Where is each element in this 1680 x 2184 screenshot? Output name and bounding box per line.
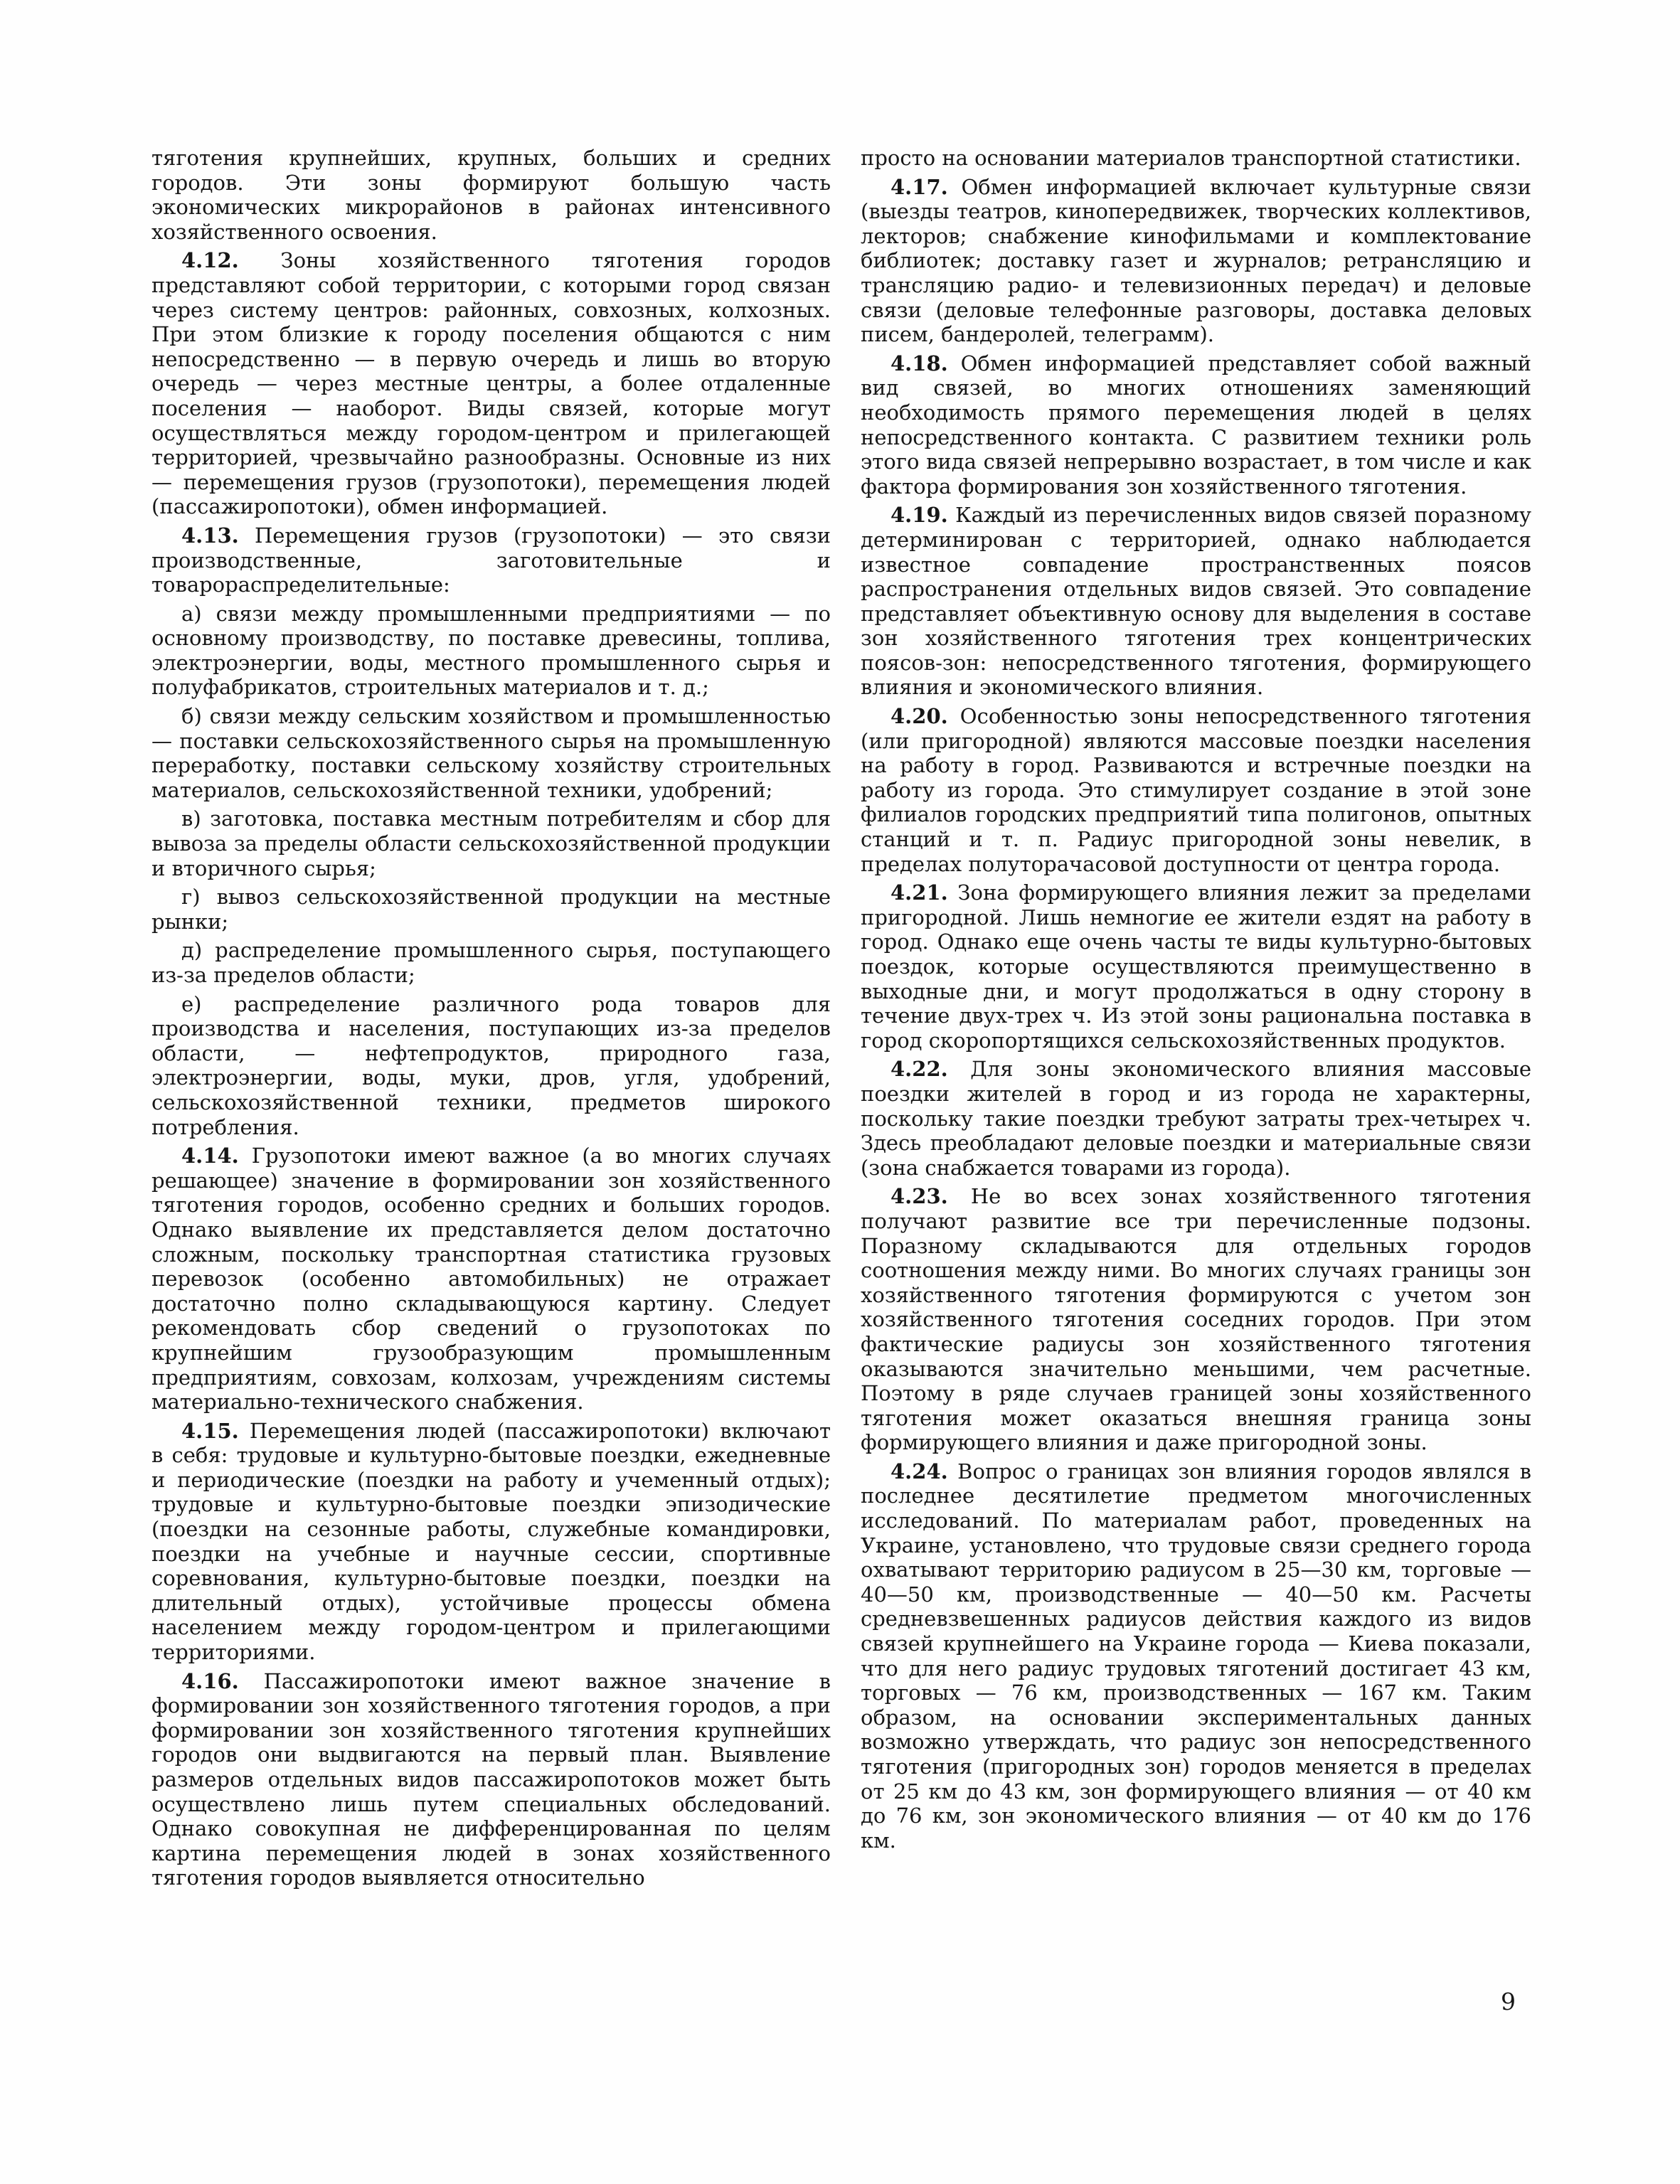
section-number: 4.14. <box>181 1144 239 1168</box>
paragraph-text: Каждый из перечисленных видов связей поразному детерминирован с территорией, однако наблюдается известное совпадение пространственных поясов распространения отдельных видов связей. Это совпадение представляет объективную основу для выделения в составе зон хозяйственного тяготения трех концентрических поясов-зон: непосредственного тяготения, формирующего влияния и экономического влияния. <box>861 503 1531 700</box>
left-paragraph <box>151 806 831 880</box>
left-paragraph <box>151 248 831 519</box>
right-paragraph <box>861 146 1531 171</box>
section-number: 4.24. <box>890 1459 948 1483</box>
paragraph-text: Вопрос о границах зон влияния городов являлся в последнее десятилетие предметом многочисленных исследований. По материалам работ, проведенных на Украине, установлено, что трудовые связи среднего города охватывают территорию радиусом в 25—30 км, торговые — 40—50 км, производственные — 40—50 км. Расчеты средневзвешенных радиусов действия каждого из видов связей крупнейшего на Украине города — Киева показали, что для него радиус трудовых тяготений достигает 43 км, торговых — 76 км, производственных — 167 км. Таким образом, на основании экспериментальных данных возможно утверждать, что радиус зон непосредственного тяготения (пригородных зон) городов меняется в пределах от 25 км до 43 км, зон формирующего влияния — от 40 км до 76 км, зон экономического влияния — от 40 км до 176 км. <box>861 1459 1531 1853</box>
paragraph-text: Зона формирующего влияния лежит за пределами пригородной. Лишь немногие ее жители ездят на работу в город. Однако еще очень часты те виды культурно-бытовых поездок, которые осуществляются преимущественно в выходные дни, и могут продолжаться в одну сторону в течение двух-трех ч. Из этой зоны рациональна поставка в город скоропортящихся сельскохозяйственных продуктов. <box>861 880 1531 1053</box>
paragraph-text: Зоны хозяйственного тяготения городов представляют собой территории, с которыми город связан через систему центров: районных, совхозных, колхозных. При этом близкие к городу поселения общаются с ним непосредственно — в первую очередь и лишь во вторую очередь — через местные центры, а более отдаленные поселения — наоборот. Виды связей, которые могут осуществляться между городом-центром и прилегающей территорией, чрезвычайно разнообразны. Основные из них — перемещения грузов (грузопотоки), перемещения людей (пассажиропотоки), обмен информацией. <box>151 248 831 519</box>
paragraph-text: Перемещения людей (пассажиропотоки) включают в себя: трудовые и культурно-бытовые поездки, ежедневные и периодические (поездки на работу и учеменный отдых); трудовые и культурно-бытовые поездки эпизодические (поездки на сезонные работы, служебные командировки, поездки на учебные и научные сессии, спортивные соревнования, культурно-бытовые поездки, поездки на длительный отдых), устойчивые процессы обмена населением между городом-центром и прилегающими территориями. <box>151 1418 831 1665</box>
left-paragraph <box>151 704 831 802</box>
left-paragraph <box>151 602 831 700</box>
left-paragraph <box>151 146 831 244</box>
section-number: 4.23. <box>890 1184 948 1209</box>
left-paragraph <box>151 1144 831 1415</box>
paragraph-text: просто на основании материалов транспортной статистики. <box>861 146 1521 170</box>
paragraph-text: г) вывоз сельскохозяйственной продукции на местные рынки; <box>151 885 831 934</box>
paragraph-text: Обмен информацией представляет собой важный вид связей, во многих отношениях заменяющий необходимость прямого перемещения людей в целях непосредственного контакта. С развитием техники роль этого вида связей непрерывно возрастает, в том числе и как фактора формирования зон хозяйственного тяготения. <box>861 351 1531 499</box>
right-paragraph <box>861 1057 1531 1180</box>
section-number: 4.18. <box>890 351 948 375</box>
paragraph-text: Грузопотоки имеют важное (а во многих случаях решающее) значение в формировании зон хозяйственного тяготения городов, особенно средних и больших городов. Однако выявление их представляется делом достаточно сложным, поскольку транспортная статистика грузовых перевозок (особенно автомобильных) не отражает достаточно полно складывающуюся картину. Следует рекомендовать сбор сведений о грузопотоках по крупнейшим грузообразующим промышленным предприятиям, совхозам, колхозам, учреждениям системы материально-технического снабжения. <box>151 1144 831 1415</box>
left-paragraph <box>151 992 831 1140</box>
left-paragraph <box>151 1669 831 1890</box>
left-paragraph <box>151 938 831 987</box>
right-column <box>861 146 1531 1853</box>
paragraph-text: в) заготовка, поставка местным потребителям и сбор для вывоза за пределы области сельскохозяйственной продукции и вторичного сырья; <box>151 806 831 880</box>
paragraph-text: а) связи между промышленными предприятиями — по основному производству, по поставке древесины, топлива, электроэнергии, воды, местного промышленного сырья и полуфабрикатов, строительных материалов и т. д.; <box>151 601 831 700</box>
paragraph-text: Перемещения грузов (грузопотоки) — это связи производственные, заготовительные и товарораспределительные: <box>151 523 831 597</box>
right-paragraph <box>861 351 1531 499</box>
paragraph-text: е) распределение различного рода товаров для производства и населения, поступающих из-за пределов области, — нефтепродуктов, природного газа, электроэнергии, воды, муки, дров, угля, удобрений, сельскохозяйственной техники, предметов широкого потребления. <box>151 991 831 1139</box>
section-number: 4.21. <box>890 880 948 905</box>
paragraph-text: Обмен информацией включает культурные связи (выезды театров, кинопередвижек, творческих коллективов, лекторов; снабжение кинофильмами и комплектование библиотек; доставку газет и журналов; ретрансляцию и трансляцию радио- и телевизионных передач) и деловые связи (деловые телефонные разговоры, доставка деловых писем, бандеролей, телеграмм). <box>861 174 1531 347</box>
section-number: 4.12. <box>181 248 239 273</box>
left-paragraph <box>151 885 831 934</box>
right-paragraph <box>861 880 1531 1053</box>
section-number: 4.19. <box>890 503 948 528</box>
paragraph-text: тяготения крупнейших, крупных, больших и средних городов. Эти зоны формируют большую часть экономических микрорайонов в районах интенсивного хозяйственного освоения. <box>151 146 831 244</box>
paragraph-text: Не во всех зонах хозяйственного тяготения получают развитие все три перечисленные подзоны. Поразному складываются для отдельных городов соотношения между ними. Во многих случаях границы зон хозяйственного тяготения формируются с учетом зон хозяйственного тяготения соседних городов. При этом фактические радиусы зон хозяйственного тяготения оказываются значительно меньшими, чем расчетные. Поэтому в ряде случаев границей зоны хозяйственного тяготения может оказаться внешняя граница зоны формирующего влияния и даже пригородной зоны. <box>861 1184 1531 1455</box>
left-column <box>151 146 831 1890</box>
section-number: 4.20. <box>890 704 948 729</box>
section-number: 4.17. <box>890 174 948 199</box>
right-paragraph <box>861 175 1531 347</box>
section-number: 4.15. <box>181 1418 239 1443</box>
left-paragraph <box>151 523 831 597</box>
section-number: 4.22. <box>890 1057 948 1082</box>
right-paragraph <box>861 1459 1531 1853</box>
section-number: 4.13. <box>181 523 239 548</box>
right-paragraph <box>861 1184 1531 1455</box>
paragraph-text: б) связи между сельским хозяйством и промышленностью — поставки сельскохозяйственного сырья на промышленную переработку, поставки сельскому хозяйству строительных материалов, сельскохозяйственной техники, удобрений; <box>151 704 831 802</box>
right-paragraph <box>861 704 1531 876</box>
right-paragraph <box>861 503 1531 700</box>
page-number: 9 <box>1501 1988 1516 2015</box>
paragraph-text: Пассажиропотоки имеют важное значение в формировании зон хозяйственного тяготения городов, а при формировании зон хозяйственного тяготения крупнейших городов они выдвигаются на первый план. Выявление размеров отдельных видов пассажиропотоков может быть осуществлено лишь путем специальных обследований. Однако совокупная не дифференцированная по целям картина перемещения людей в зонах хозяйственного тяготения городов выявляется относительно <box>151 1668 831 1890</box>
left-paragraph <box>151 1419 831 1665</box>
paragraph-text: д) распределение промышленного сырья, поступающего из-за пределов области; <box>151 938 831 987</box>
paragraph-text: Для зоны экономического влияния массовые поездки жителей в город и из города не характерны, поскольку такие поездки требуют затраты трех-четырех ч. Здесь преобладают деловые поездки и материальные связи (зона снабжается товарами из города). <box>861 1057 1531 1180</box>
paragraph-text: Особенностью зоны непосредственного тяготения (или пригородной) являются массовые поездки населения на работу в город. Развиваются и встречные поездки на работу из города. Это стимулирует создание в этой зоне филиалов городских предприятий типа полигонов, опытных станций и т. п. Радиус пригородной зоны невелик, в пределах полуторачасовой доступности от центра города. <box>861 704 1531 876</box>
section-number: 4.16. <box>181 1668 239 1693</box>
